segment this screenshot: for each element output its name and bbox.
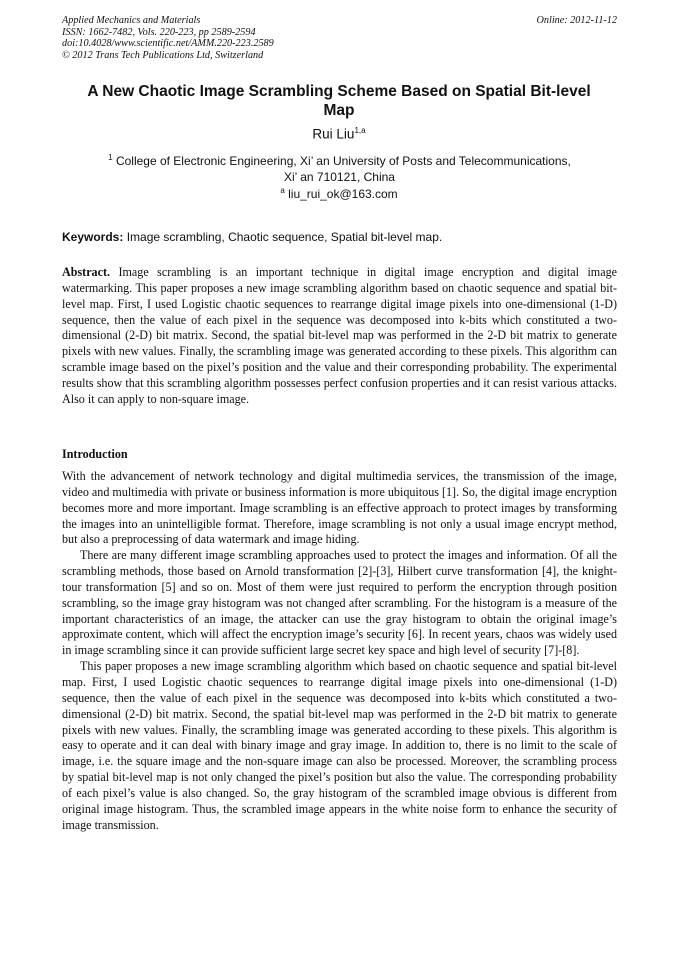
affiliation [62,150,617,185]
author-line [0,126,678,142]
affiliation-line-1 [62,150,617,170]
abstract-text: Image scrambling is an important technique in digital image encryption and digital image watermarking. This paper proposes a new image scrambling algorithm based on chaotic sequence and spatial bit-level map. First, I used Logistic chaotic sequences to rearrange digital image pixels into one-dimensional (1-D) sequence, then the value of each pixel in the sequence was decomposed into k-bits which constituted a two-dimensional (2-D) bit matrix. Second, the spatial bit-level map was performed in the 2-D bit matrix to generate pixels with new values. Finally, the scrambling image was generated according to these pixels. This algorithm can scramble image based on the pixel’s position and the value and their corresponding probability. The experimental results show that this scrambling algorithm possesses perfect confusion properties and it can resist various attacks. Also it can apply to non-square image. [62,265,617,406]
abstract [62,265,617,408]
issn-line: ISSN: 1662-7482, Vols. 220-223, pp 2589-2594 [62,26,256,38]
keywords-text: Image scrambling, Chaotic sequence, Spatial bit-level map. [126,230,443,244]
keywords-label: Keywords: [62,230,124,244]
email-line [0,186,678,201]
keywords [62,230,617,244]
intro-paragraph-1: With the advancement of network technology and digital multimedia services, the transmission of the image, video and multimedia with private or business information is more ubiquitous [1]. So, the digital image encryption becomes more and more important. Image scrambling is an effective approach to protect images by transforming the images into an unintelligible format. Therefore, image scrambling is not only a usual image encrypt method, but also a preprocessing of data watermark and image hiding. [62,469,617,547]
paper-title: A New Chaotic Image Scrambling Scheme Based on Spatial Bit-level Map [87,83,591,119]
email-superscript: a [280,186,285,195]
journal-name: Applied Mechanics and Materials [62,15,201,26]
author-superscript: 1,a [354,126,366,135]
section-heading-introduction: Introduction [62,447,128,461]
doi-line: doi:10.4028/www.scientific.net/AMM.220-223.2589 [62,38,274,50]
intro-paragraph-2: There are many different image scrambling approaches used to protect the images and information. Of all the scrambling methods, those based on Arnold transformation [2]-[3], Hilbert curve transformation [4], the knight-tour transformation [5] and so on. Most of them were just required to perform the encryption through position scrambling, so the image gray histogram was not changed after scrambling. For the histogram is a measure of the important characteristics of an image, the attacker can use the gray histogram to obtain the original image’s approximate content, which will affect the encryption image’s security [6]. In recent years, chaos was widely used in image scrambling since it can provide sufficient large secret key space and high level of security [7]-[8]. [62,548,617,658]
affiliation-text-1: College of Electronic Engineering, Xi’ an University of Posts and Telecommunications, [115,154,571,168]
affiliation-line-2: Xi’ an 710121, China [284,169,395,184]
copyright-line: © 2012 Trans Tech Publications Ltd, Switzerland [62,49,264,61]
author-email: liu_rui_ok@163.com [288,187,398,201]
introduction-body [62,469,617,833]
intro-paragraph-3: This paper proposes a new image scrambling algorithm which based on chaotic sequence and spatial bit-level map. First, I used Logistic chaotic sequences to rearrange digital image pixels into one-dimensional (1-D) sequence, then the value of each pixel in the sequence was decomposed into k-bits which constituted a two-dimensional (2-D) bit matrix. Second, the spatial bit-level map was performed in the 2-D bit matrix to generate pixels with new values. Finally, the scrambling image was generated according to these pixels. This algorithm is easy to operate and it can deal with binary image and gray image. In addition to, there is no limit to the scale of image, i.e. the square image and the non-square image can also be processed. Moreover, the scrambling process by spatial bit-level map is not only changed the pixel’s position but also the value. The corresponding probability of each pixel’s value is also changed. So, the gray histogram of the scrambled image obvious is different from original image histogram. Thus, the scrambled image appears in the white noise form to enhance the security of image transmission. [62,659,617,832]
affiliation-superscript: 1 [108,153,113,162]
author-name: Rui Liu [312,126,355,142]
journal-header [62,15,617,61]
online-date: Online: 2012-11-12 [536,15,617,26]
abstract-label: Abstract. [62,265,111,279]
